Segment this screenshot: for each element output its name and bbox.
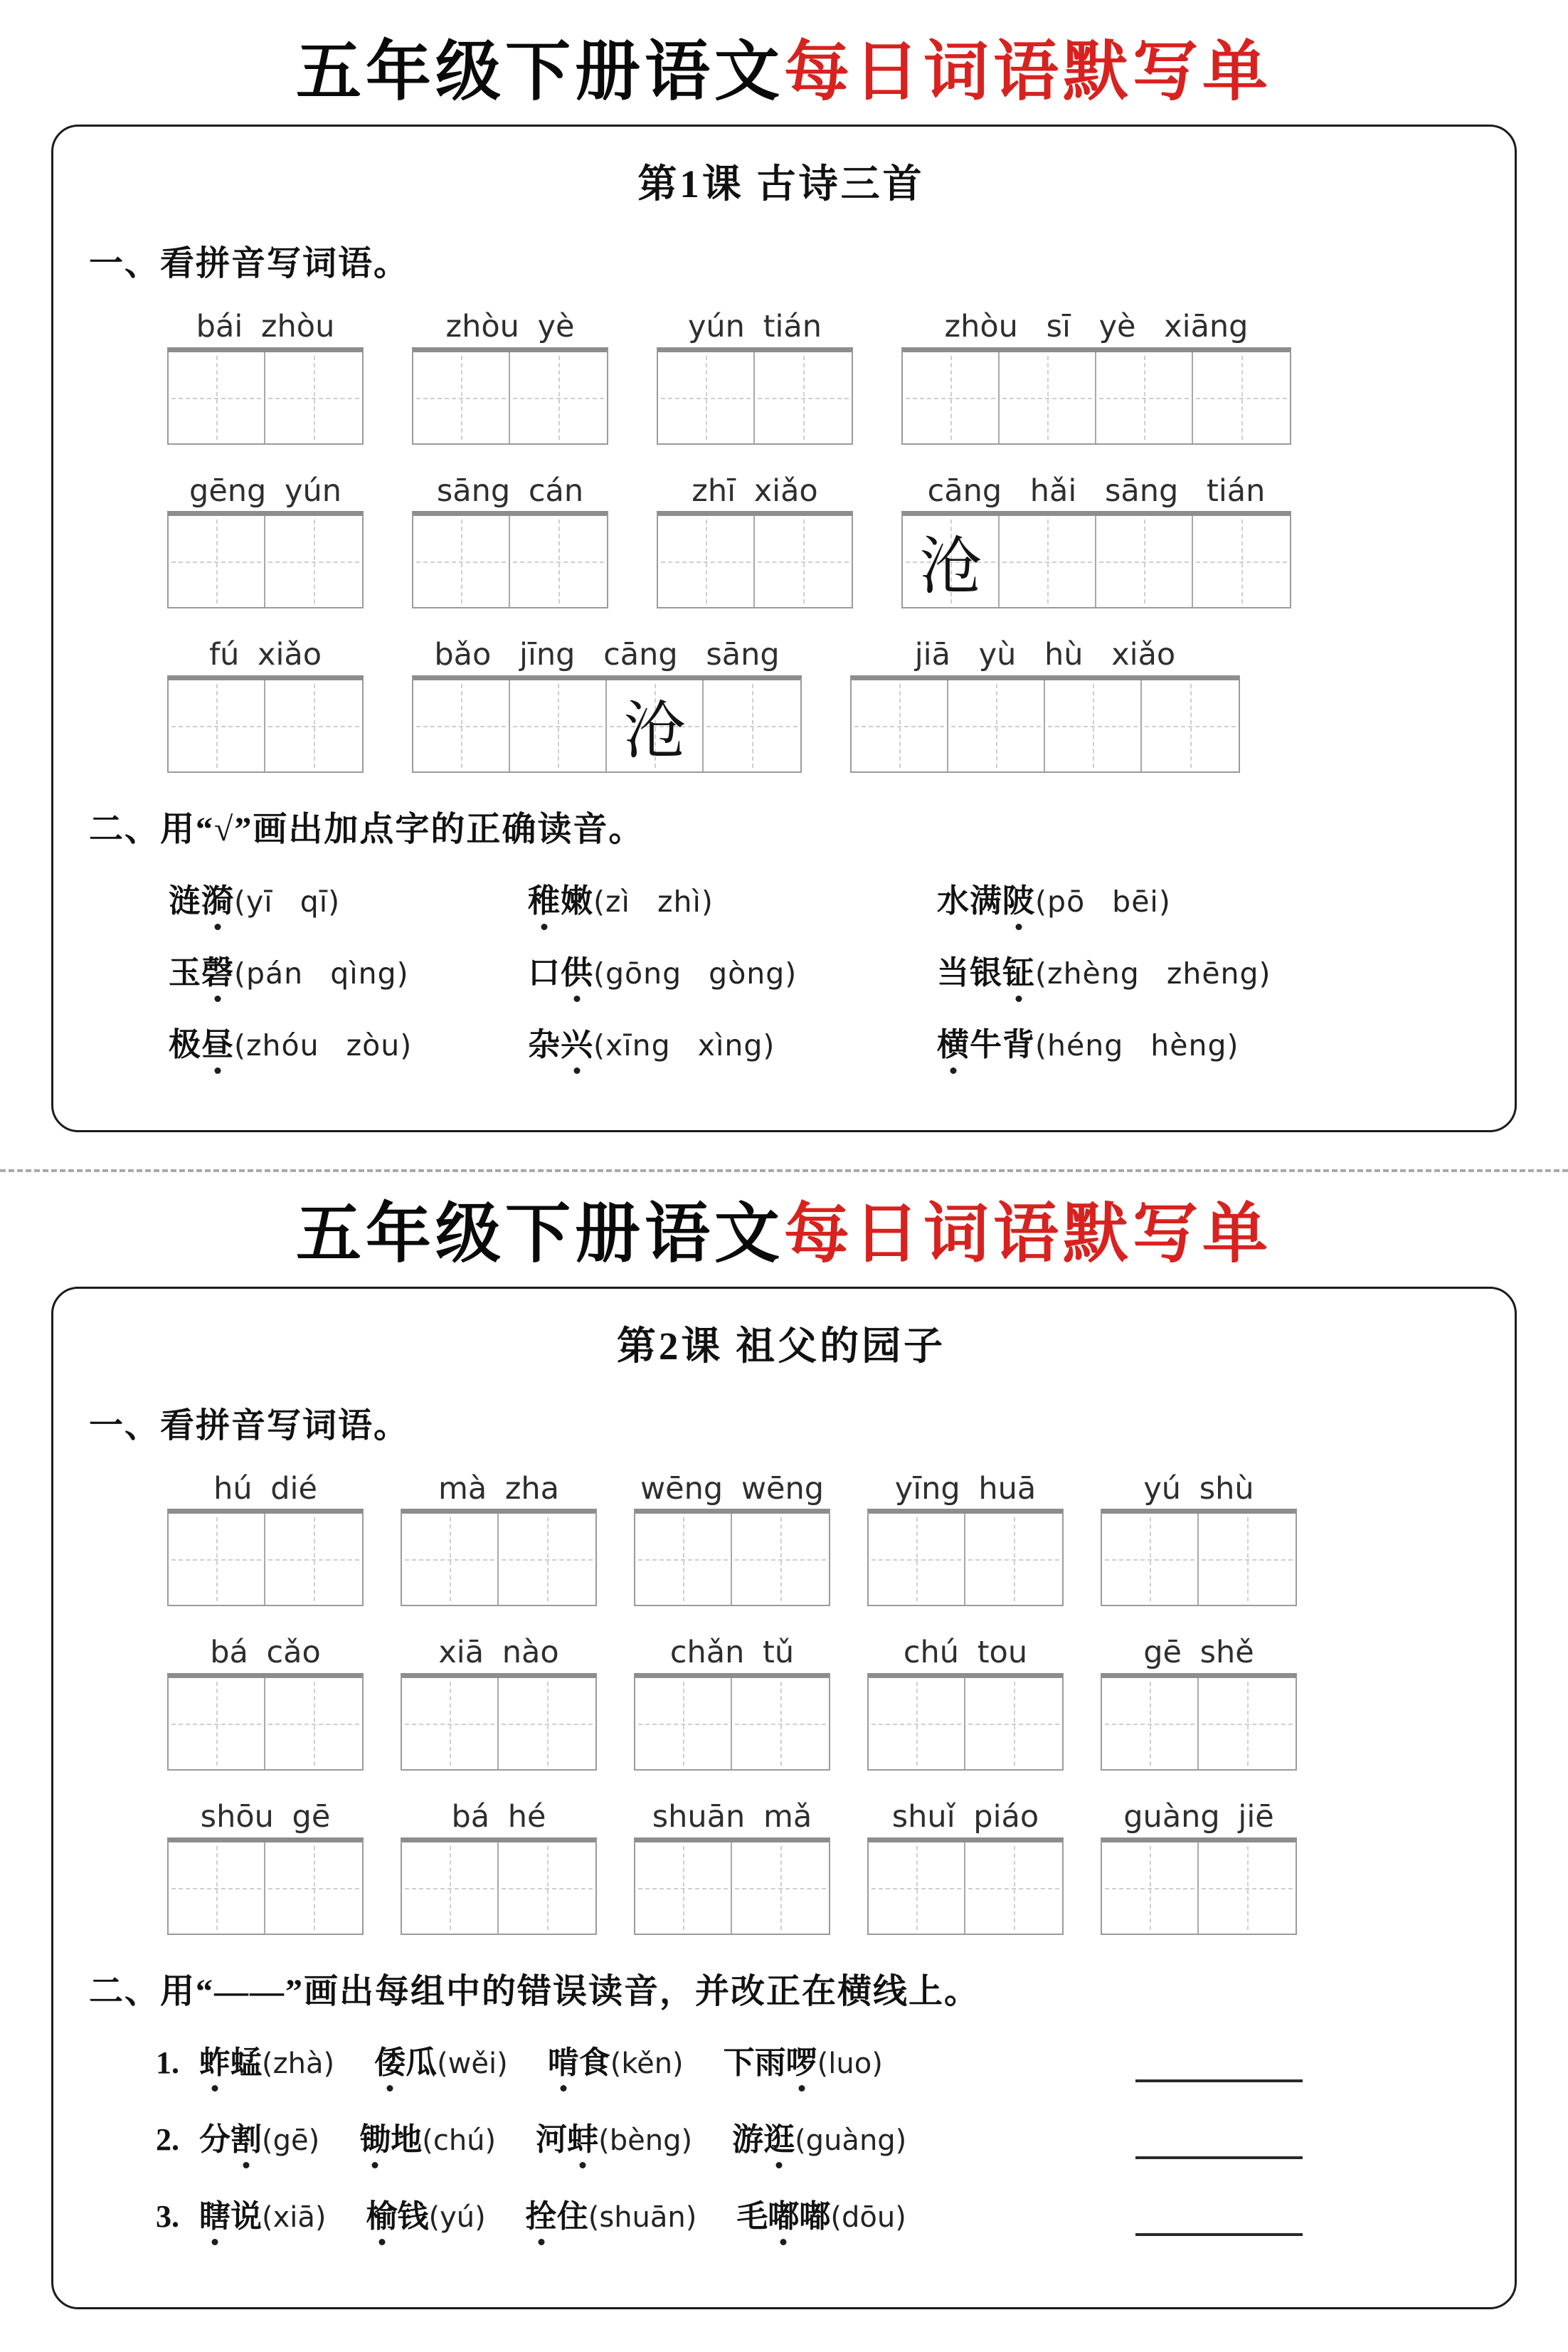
correction-pinyin: (wěi) [437, 2047, 508, 2080]
writing-cell[interactable] [169, 680, 265, 771]
pinyin-word-group [412, 309, 608, 445]
pinyin-label: zhī xiǎo [692, 473, 818, 509]
pinyin-word-group [167, 1799, 364, 1935]
pinyin-word-group [167, 473, 364, 609]
correction-item[interactable] [374, 2037, 508, 2082]
choice-item[interactable] [528, 1018, 937, 1065]
page-title-2-black: 五年级下册语文 [295, 1197, 784, 1270]
choice-pinyin: (gōng gòng) [593, 956, 798, 991]
correction-word [374, 2045, 437, 2080]
writing-cell[interactable] [1142, 680, 1239, 771]
writing-cell[interactable] [1199, 1678, 1296, 1769]
word-char: 横 [937, 1018, 970, 1065]
word-char: 毛 [736, 2198, 768, 2234]
word-char: 住 [556, 2198, 588, 2234]
word-char: 昼 [201, 1018, 234, 1065]
writing-cell[interactable] [499, 1514, 595, 1605]
word-char: 割 [231, 2114, 262, 2159]
word-char: 钱 [397, 2198, 429, 2234]
writing-grid [167, 675, 364, 773]
pinyin-grid-row [167, 1799, 1473, 1935]
writing-grid [867, 1673, 1064, 1771]
choice-pinyin: (yī qī) [234, 884, 341, 919]
word-char: 银 [970, 954, 1003, 991]
writing-cell[interactable] [1199, 1842, 1296, 1934]
correction-word [526, 2199, 588, 2234]
answer-blank[interactable] [1135, 2203, 1303, 2236]
pinyin-word-group [412, 473, 608, 609]
pinyin-word-group [657, 473, 853, 609]
correction-item[interactable] [366, 2190, 486, 2236]
writing-cell[interactable] [704, 680, 800, 771]
pinyin-word-group [850, 637, 1240, 773]
word-char: 玉 [169, 954, 202, 991]
writing-cell[interactable] [965, 1514, 1062, 1605]
writing-cell[interactable] [402, 1678, 499, 1769]
writing-cell[interactable] [869, 1514, 965, 1605]
page-title-2 [0, 1193, 1568, 1275]
row-number: 3. [156, 2198, 179, 2234]
page-title-red: 每日词语默写单 [784, 36, 1273, 108]
choice-word [528, 883, 593, 919]
pinyin-word-group [867, 1799, 1064, 1935]
cut-line-divider [0, 1169, 1568, 1172]
pinyin-word-group [1101, 1799, 1297, 1935]
writing-cell[interactable] [169, 1514, 265, 1605]
writing-grid [634, 1837, 830, 1935]
correction-item[interactable] [526, 2190, 697, 2236]
page-title [0, 31, 1568, 113]
word-char: 供 [561, 946, 593, 993]
choice-pinyin: (pán qìng) [234, 956, 409, 991]
pinyin-word-group [634, 1799, 830, 1935]
answer-blank[interactable] [1135, 2050, 1303, 2082]
pinyin-label: zhòu yè [445, 309, 575, 344]
word-char: 倭 [374, 2037, 406, 2082]
correction-pinyin: (guàng) [795, 2124, 907, 2157]
correction-pinyin: (luo) [817, 2047, 883, 2080]
word-char: 说 [231, 2198, 262, 2234]
lesson2-sheet [51, 1287, 1517, 2309]
word-char: 水 [937, 882, 970, 919]
writing-cell[interactable] [903, 516, 1000, 607]
choice-row [169, 1018, 1473, 1065]
choice-row [169, 875, 1473, 921]
pinyin-word-group [901, 473, 1291, 609]
writing-grid [167, 511, 364, 608]
pinyin-grid-row [167, 1471, 1473, 1607]
word-char: 游 [732, 2121, 764, 2157]
writing-cell[interactable] [169, 1678, 265, 1769]
pinyin-label: bǎo jīng cāng sāng [434, 637, 780, 673]
correction-pinyin: (dōu) [830, 2200, 906, 2234]
writing-cell[interactable] [658, 516, 755, 607]
pinyin-label: hú dié [213, 1470, 317, 1507]
writing-grid [867, 1837, 1064, 1935]
writing-grid [401, 1509, 597, 1606]
pinyin-grid-row [167, 1635, 1473, 1771]
choice-row [169, 946, 1473, 993]
writing-cell[interactable] [510, 680, 607, 771]
word-char: 啰 [786, 2037, 817, 2082]
choice-pinyin: (pō bēi) [1035, 884, 1171, 919]
word-char: 杂 [528, 1026, 561, 1062]
writing-cell[interactable] [635, 1514, 732, 1605]
word-char: 嘟 [799, 2198, 831, 2234]
choice-word [169, 1027, 234, 1062]
word-char: 蚱 [199, 2037, 231, 2082]
choice-item[interactable] [528, 875, 937, 921]
choice-word [169, 883, 234, 919]
lesson1-sheet [51, 125, 1517, 1132]
pinyin-label: mà zha [438, 1470, 560, 1507]
correction-row [156, 2190, 1473, 2236]
writing-cell[interactable] [658, 352, 755, 443]
pinyin-word-group [1101, 1635, 1297, 1771]
pinyin-label: gē shě [1143, 1635, 1254, 1671]
writing-cell[interactable] [499, 1678, 595, 1769]
writing-cell[interactable] [1096, 352, 1193, 443]
correction-row [156, 2037, 1473, 2082]
pinyin-label: shuān mǎ [652, 1798, 812, 1835]
correction-pinyin: (shuān) [588, 2200, 697, 2234]
pinyin-label: shuǐ piáo [891, 1798, 1039, 1835]
writing-cell[interactable] [265, 1842, 362, 1934]
pinyin-word-group [901, 309, 1291, 445]
writing-cell[interactable] [265, 352, 362, 443]
writing-grid [1101, 1837, 1297, 1935]
pinyin-word-group [167, 637, 364, 773]
writing-cell[interactable] [265, 1514, 362, 1605]
word-char: 磬 [201, 946, 234, 993]
writing-cell[interactable] [635, 1678, 732, 1769]
writing-cell[interactable] [510, 352, 607, 443]
writing-cell[interactable] [903, 352, 1000, 443]
pinyin-label: xiā nào [438, 1635, 559, 1671]
word-char: 满 [970, 882, 1003, 919]
pinyin-label: bá cǎo [210, 1635, 321, 1671]
writing-cell[interactable] [755, 352, 852, 443]
writing-grid [401, 1837, 597, 1935]
pinyin-label: yú shù [1143, 1470, 1254, 1507]
choice-word [937, 955, 1035, 991]
lesson2-correction-rows [89, 2037, 1473, 2236]
correction-pinyin: (gē) [262, 2124, 320, 2157]
word-char: 食 [578, 2045, 610, 2080]
writing-grid [634, 1673, 830, 1771]
writing-cell[interactable] [413, 680, 510, 771]
pinyin-label: shōu gē [200, 1798, 331, 1835]
choice-item[interactable] [528, 946, 937, 993]
writing-grid [167, 1673, 364, 1771]
writing-cell[interactable] [948, 680, 1045, 771]
writing-cell[interactable] [1193, 516, 1290, 607]
writing-grid [901, 511, 1291, 608]
pinyin-label: yīng huā [894, 1470, 1037, 1507]
writing-cell[interactable] [1096, 516, 1193, 607]
word-char: 涟 [169, 882, 202, 919]
correction-item[interactable] [548, 2037, 684, 2082]
word-char: 分 [199, 2121, 231, 2157]
correction-word [736, 2199, 830, 2234]
correction-word [199, 2199, 262, 2234]
correction-item[interactable] [199, 2037, 334, 2082]
writing-cell[interactable] [169, 1842, 265, 1934]
word-char: 瞎 [199, 2190, 231, 2236]
choice-item[interactable] [169, 946, 528, 993]
pinyin-word-group [867, 1635, 1064, 1771]
writing-grid [412, 675, 802, 773]
writing-cell[interactable] [413, 516, 510, 607]
word-char: 钲 [1002, 946, 1035, 993]
pinyin-label: bái zhòu [196, 309, 335, 344]
choice-word [169, 955, 234, 991]
correction-pinyin: (bèng) [598, 2124, 693, 2157]
prefilled-character: 沧 [623, 697, 686, 766]
word-char: 兴 [561, 1018, 593, 1065]
word-char: 漪 [201, 875, 234, 921]
pinyin-grid-row [167, 309, 1473, 445]
writing-cell[interactable] [755, 516, 852, 607]
choice-item[interactable] [937, 875, 1473, 921]
correction-word [366, 2199, 429, 2234]
correction-item[interactable] [199, 2114, 319, 2159]
choice-item[interactable] [169, 1018, 528, 1065]
correction-word [199, 2122, 262, 2157]
writing-cell[interactable] [402, 1514, 499, 1605]
writing-grid [1101, 1509, 1297, 1606]
lesson2-part1-label: 一、看拼音写词语。 [89, 1406, 410, 1445]
correction-word [199, 2045, 262, 2080]
correction-item[interactable] [724, 2037, 883, 2082]
pinyin-label: cāng hǎi sāng tián [927, 473, 1266, 509]
word-char: 下 [723, 2045, 755, 2080]
choice-pinyin: (zhèng zhēng) [1035, 956, 1271, 991]
correction-word [536, 2122, 598, 2157]
pinyin-label: jiā yù hù xiǎo [914, 637, 1176, 673]
correction-item[interactable] [359, 2114, 496, 2159]
writing-grid [412, 511, 608, 608]
pinyin-word-group [412, 637, 802, 773]
pinyin-word-group [634, 1471, 830, 1607]
writing-grid [401, 1673, 597, 1771]
writing-grid [657, 347, 853, 445]
page-title-2-red: 每日词语默写单 [784, 1197, 1273, 1270]
lesson2-part2-label: 二、用“——”画出每组中的错误读音，并改正在横线上。 [89, 1972, 980, 2010]
pinyin-label: bá hé [451, 1798, 546, 1835]
choice-word [937, 1027, 1035, 1062]
word-char: 拴 [526, 2190, 557, 2236]
writing-cell[interactable] [265, 516, 362, 607]
writing-grid [657, 511, 853, 608]
correction-pinyin: (yú) [428, 2200, 486, 2234]
pinyin-label: wēng wēng [640, 1470, 824, 1507]
writing-cell[interactable] [869, 1678, 965, 1769]
word-char: 牛 [970, 1026, 1003, 1062]
pinyin-grid-row [167, 637, 1473, 773]
lesson2-title: 第2课 祖父的园子 [616, 1324, 946, 1368]
lesson2-pinyin-grids [89, 1471, 1473, 1935]
pinyin-label: guàng jiē [1123, 1798, 1274, 1835]
word-char: 榆 [366, 2190, 398, 2236]
pinyin-word-group [401, 1635, 597, 1771]
writing-cell[interactable] [1102, 1678, 1199, 1769]
page-title-black: 五年级下册语文 [295, 36, 784, 108]
choice-word [528, 1027, 593, 1062]
pinyin-label: sāng cán [436, 473, 584, 509]
word-char: 陂 [1002, 875, 1035, 921]
correction-pinyin: (xiā) [262, 2200, 327, 2234]
lesson1-part1-label: 一、看拼音写词语。 [89, 245, 410, 283]
writing-cell[interactable] [869, 1842, 965, 1934]
correction-item[interactable] [536, 2114, 692, 2159]
writing-grid [1101, 1673, 1297, 1771]
word-char: 极 [169, 1026, 202, 1062]
writing-cell[interactable] [1045, 680, 1142, 771]
writing-cell[interactable] [852, 680, 948, 771]
word-char: 嫩 [561, 882, 594, 919]
writing-cell[interactable] [732, 1842, 829, 1934]
pinyin-word-group [867, 1471, 1064, 1607]
answer-blank[interactable] [1135, 2126, 1303, 2159]
choice-pinyin: (zhóu zòu) [234, 1028, 413, 1062]
correction-item[interactable] [736, 2190, 906, 2236]
pinyin-word-group [401, 1799, 597, 1935]
writing-cell[interactable] [265, 1678, 362, 1769]
pinyin-label: chǎn tǔ [669, 1635, 795, 1671]
writing-cell[interactable] [413, 352, 510, 443]
word-char: 锄 [359, 2114, 391, 2159]
correction-pinyin: (zhà) [262, 2047, 335, 2080]
choice-word [528, 955, 593, 991]
writing-grid [901, 347, 1291, 445]
word-char: 蜢 [231, 2045, 262, 2080]
pinyin-label: chú tou [903, 1635, 1028, 1671]
word-char: 口 [528, 954, 561, 991]
word-char: 雨 [754, 2045, 786, 2080]
pinyin-label: fú xiǎo [208, 637, 322, 673]
pinyin-word-group [634, 1635, 830, 1771]
word-char: 稚 [528, 875, 561, 921]
writing-grid [634, 1509, 830, 1606]
pinyin-word-group [401, 1471, 597, 1607]
writing-cell[interactable] [965, 1842, 1062, 1934]
word-char: 地 [391, 2121, 423, 2157]
pinyin-word-group [167, 1635, 364, 1771]
word-char: 背 [1002, 1026, 1036, 1062]
row-number: 2. [156, 2121, 179, 2157]
writing-grid [412, 347, 608, 445]
writing-cell[interactable] [1000, 352, 1096, 443]
pinyin-label: yún tián [687, 309, 822, 344]
writing-cell[interactable] [1102, 1842, 1199, 1934]
prefilled-character: 沧 [918, 533, 982, 603]
writing-cell[interactable] [1199, 1514, 1296, 1605]
correction-item[interactable] [732, 2114, 906, 2159]
lesson1-pinyin-grids [89, 309, 1473, 773]
writing-cell[interactable] [402, 1842, 499, 1934]
correction-item[interactable] [199, 2190, 327, 2236]
correction-word [548, 2045, 610, 2080]
choice-word [937, 883, 1035, 919]
word-char: 当 [937, 954, 970, 991]
writing-cell[interactable] [1000, 516, 1096, 607]
word-char: 瓜 [406, 2045, 438, 2080]
writing-grid [867, 1509, 1064, 1606]
writing-cell[interactable] [169, 516, 265, 607]
pinyin-label: zhòu sī yè xiāng [944, 309, 1249, 344]
writing-grid [850, 675, 1240, 773]
pinyin-label: gēng yún [189, 473, 341, 509]
writing-cell[interactable] [1102, 1514, 1199, 1605]
pinyin-word-group [167, 1471, 364, 1607]
writing-cell[interactable] [635, 1842, 732, 1934]
writing-cell[interactable] [265, 680, 362, 771]
correction-pinyin: (kěn) [610, 2047, 684, 2080]
correction-row [156, 2114, 1473, 2159]
lesson1-title: 第1课 古诗三首 [637, 162, 925, 206]
word-char: 嘟 [768, 2190, 799, 2236]
correction-pinyin: (chú) [422, 2124, 497, 2157]
correction-word [359, 2122, 422, 2157]
writing-cell[interactable] [169, 352, 265, 443]
row-number: 1. [156, 2045, 179, 2080]
choice-item[interactable] [937, 1018, 1473, 1065]
word-char: 河 [536, 2121, 568, 2157]
pinyin-word-group [657, 309, 853, 445]
writing-grid [167, 1509, 364, 1606]
choice-pinyin: (xīng xìng) [593, 1028, 775, 1062]
pinyin-grid-row [167, 473, 1473, 609]
writing-grid [167, 347, 364, 445]
word-char: 蚌 [567, 2114, 598, 2159]
writing-cell[interactable] [499, 1842, 595, 1934]
word-char: 逛 [763, 2114, 795, 2159]
lesson1-choice-rows [89, 875, 1473, 1065]
writing-cell[interactable] [732, 1514, 829, 1605]
writing-cell[interactable] [607, 680, 704, 771]
choice-item[interactable] [169, 875, 528, 921]
choice-pinyin: (héng hèng) [1035, 1028, 1239, 1062]
writing-cell[interactable] [510, 516, 607, 607]
correction-word [724, 2045, 817, 2080]
writing-grid [167, 1837, 364, 1935]
lesson1-part2-label: 二、用“√”画出加点字的正确读音。 [89, 810, 645, 848]
choice-pinyin: (zì zhì) [593, 884, 714, 919]
writing-cell[interactable] [965, 1678, 1062, 1769]
writing-cell[interactable] [1193, 352, 1290, 443]
correction-word [732, 2122, 795, 2157]
pinyin-word-group [167, 309, 364, 445]
word-char: 啃 [548, 2037, 579, 2082]
choice-item[interactable] [937, 946, 1473, 993]
writing-cell[interactable] [732, 1678, 829, 1769]
pinyin-word-group [1101, 1471, 1297, 1607]
